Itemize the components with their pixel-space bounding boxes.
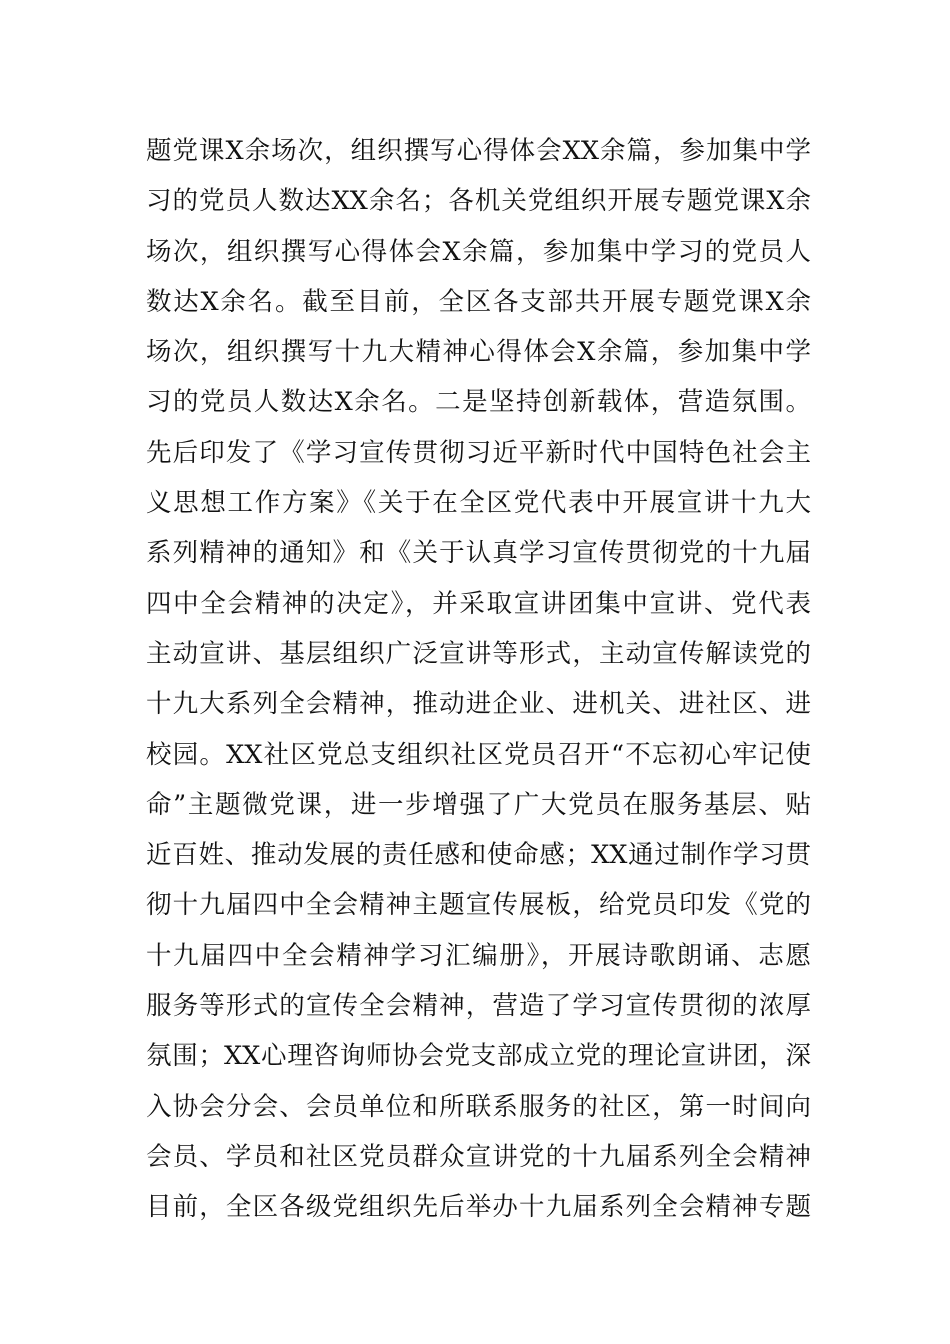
text-line: 服务等形式的宣传全会精神，营造了学习宣传贯彻的浓厚: [146, 991, 811, 1022]
text-line: 氛围；XX心理咨询师协会党支部成立党的理论宣讲团，深: [146, 1041, 811, 1072]
text-line: 系列精神的通知》和《关于认真学习宣传贯彻党的十九届: [146, 538, 811, 569]
text-line: 习的党员人数达XX余名；各机关党组织开展专题党课X余: [146, 186, 811, 217]
text-line: 十九届四中全会精神学习汇编册》，开展诗歌朗诵、志愿: [146, 940, 811, 971]
text-line: 场次，组织撰写心得体会X余篇，参加集中学习的党员人: [146, 236, 811, 267]
text-line: 题党课X余场次，组织撰写心得体会XX余篇，参加集中学: [146, 136, 811, 166]
text-line: 目前，全区各级党组织先后举办十九届系列全会精神专题: [146, 1192, 811, 1223]
text-line: 十九大系列全会精神，推动进企业、进机关、进社区、进: [146, 689, 811, 720]
text-line: 近百姓、推动发展的责任感和使命感；XX通过制作学习贯: [146, 840, 811, 871]
text-line: 主动宣讲、基层组织广泛宣讲等形式，主动宣传解读党的: [146, 638, 811, 669]
text-line: 彻十九届四中全会精神主题宣传展板，给党员印发《党的: [146, 890, 811, 921]
text-line: 命”主题微党课，进一步增强了广大党员在服务基层、贴: [146, 789, 811, 820]
text-line: 会员、学员和社区党员群众宣讲党的十九届系列全会精神: [146, 1141, 811, 1172]
body-text: [146, 126, 811, 1233]
text-line: 场次，组织撰写十九大精神心得体会X余篇，参加集中学: [146, 337, 811, 368]
text-line: 数达X余名。截至目前，全区各支部共开展专题党课X余: [146, 286, 811, 317]
text-line: 校园。XX社区党总支组织社区党员召开“不忘初心牢记使: [146, 739, 811, 770]
text-line: 义思想工作方案》《关于在全区党代表中开展宣讲十九大: [146, 488, 811, 519]
text-line: 四中全会精神的决定》，并采取宣讲团集中宣讲、党代表: [146, 588, 811, 619]
text-line: 入协会分会、会员单位和所联系服务的社区，第一时间向: [146, 1091, 811, 1122]
text-line: 先后印发了《学习宣传贯彻习近平新时代中国特色社会主: [146, 437, 811, 468]
text-line: 习的党员人数达X余名。二是坚持创新载体，营造氛围。: [146, 387, 811, 418]
